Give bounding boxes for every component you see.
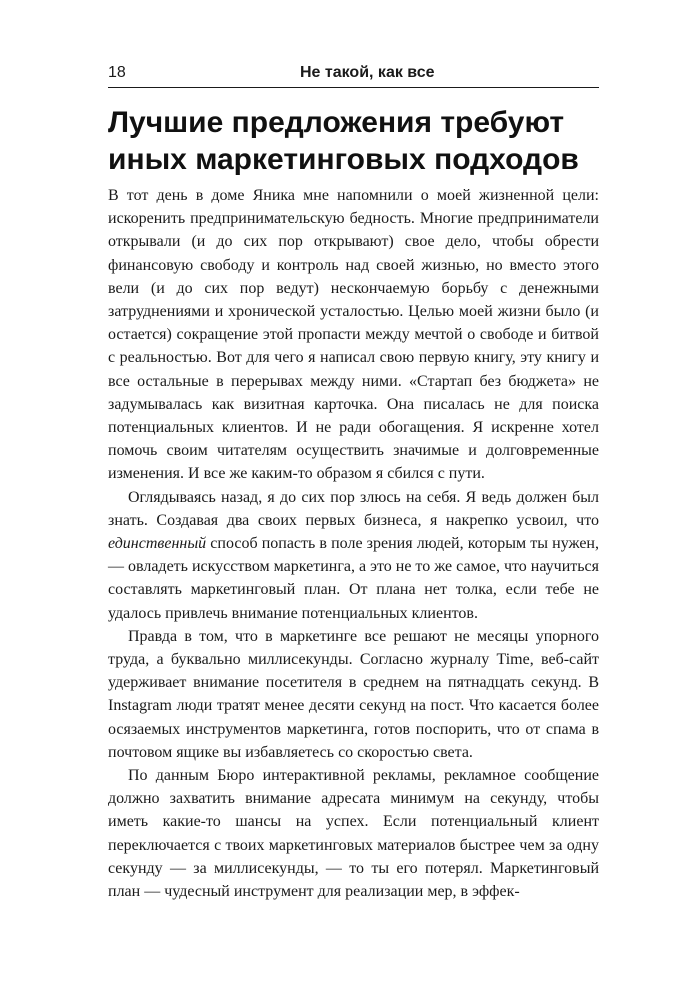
body-text — [108, 184, 599, 903]
paragraph-2 — [108, 486, 599, 625]
running-head-title: Не такой, как все — [300, 64, 435, 81]
paragraph-4: По данным Бюро интерактивной рекламы, рекламное сообщение должно захватить внимание адресата минимум на секунду, чтобы иметь какие-то шансы на успех. Если потенциальный клиент переключается с твоих маркетинговых материалов быстрее чем за одну секунду — за миллисекунды, — то ты его потерял. Маркетинговый план — чудесный инструмент для реализации мер, в эффек- — [108, 767, 599, 901]
paragraph-1: В тот день в доме Яника мне напомнили о моей жизненной цели: искоренить предпринимательскую бедность. Многие предприниматели открывали (и до сих пор открывают) свое дело, чтобы обрести финансовую свободу и контроль над своей жизнью, но вместо этого вели (и до сих пор ведут) нескончаемую борьбу с денежными затруднениями и хронической усталостью. Целью моей жизни было (и остается) сокращение этой пропасти между мечтой о свободе и битвой с реальностью. Вот для чего я написал свою первую книгу, эту книгу и все остальные в перерывах между ними. «Стартап без бюджета» не задумывалась как визитная карточка. Она писалась не для поиска потенциальных клиентов. И не ради обогащения. Я искренне хотел помочь своим читателям осуществить значимые и долговременные изменения. И все же каким-то образом я сбился с пути. — [108, 187, 599, 483]
paragraph-3: Правда в том, что в маркетинге все решают не месяцы упорного труда, а буквально миллисекунды. Согласно журналу Time, веб-сайт удерживает внимание посетителя в среднем на пятнадцать секунд. В Instagram люди тратят менее десяти секунд на пост. Что касается более осязаемых инструментов маркетинга, готов поспорить, что от спама в почтовом ящике вы избавляетесь со скоростью света. — [108, 627, 599, 761]
section-title: Лучшие предложения требуют иных маркетинговых подходов — [108, 106, 579, 176]
paragraph-2-lead: Оглядываясь назад, я до сих пор злюсь на себя. Я ведь должен был знать. Создавая два своих первых бизнеса, я накрепко усвоил, что — [108, 488, 599, 529]
page-number: 18 — [108, 64, 126, 81]
paragraph-2-rest: способ попасть в поле зрения людей, которым ты нужен, — овладеть искусством маркетинга, а это не то же самое, что научиться составлять маркетинговый план. От плана нет толка, если тебе не удалось привлечь внимание потенциальных клиентов. — [108, 535, 600, 622]
header-rule — [108, 87, 599, 88]
paragraph-2-emphasis: единственный — [108, 535, 207, 553]
